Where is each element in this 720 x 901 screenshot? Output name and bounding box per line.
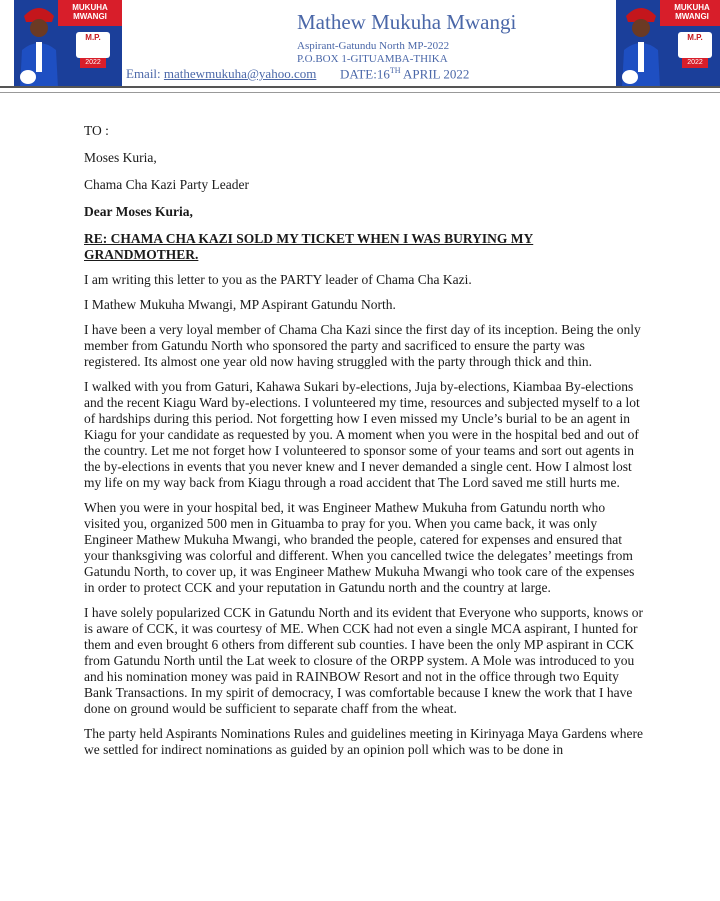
poster-year: 2022: [80, 58, 106, 68]
date-rest: APRIL 2022: [400, 66, 470, 82]
paragraph: When you were in your hospital bed, it was Engineer Mathew Mukuha from Gatundu north who visited you, organized 500 men in Gituamba to pray for you. When you came back, it was only Engineer Mathew Mukuha Mwangi, who branded the people, catered for expenses and ensured that your thanksgiving was colorful and different. When you cancelled twice the delegates’ meetings from Gatundu North, to cover up, it was Engineer Mathew Mukuha Mwangi who took care of the expenses in order to protect CCK and your reputation in Gatundu north and the country at large.: [84, 500, 635, 595]
letterhead-email: [126, 66, 316, 82]
letterhead-name: Mathew Mukuha Mwangi: [297, 10, 517, 34]
subject-line: RE: CHAMA CHA KAZI SOLD MY TICKET WHEN I WAS BURYING MY GRANDMOTHER.: [84, 231, 534, 262]
paragraph: I have solely popularized CCK in Gatundu North and its evident that Everyone who supports, knows or is aware of CCK, it was courtesy of ME. When CCK had not even a single MCA aspirant, I hunted for them and even brought 6 others from different sub counties. I have been the only MP aspirant in CCK from Gatundu North until the Lat week to closure of the ORPP system. A Mole was introduced to you and his nomination money was paid in RAINBOW Resort and not in the office through two Equity Bank Transactions. In my spirit of democracy, I was comfortable because I knew the work that I have done on ground would be sufficient to separate chaff from the wheat.: [84, 605, 644, 716]
recipient-title: Chama Cha Kazi Party Leader: [84, 177, 249, 192]
poster-banner: MUKUHA MWANGI: [660, 0, 720, 26]
letterhead-position: Aspirant-Gatundu North MP-2022: [297, 40, 450, 52]
email-link[interactable]: mathewmukuha@yahoo.com: [163, 66, 317, 81]
letterhead-address: P.O.BOX 1-GITUAMBA-THIKA: [297, 53, 448, 65]
campaign-poster-right: [616, 0, 720, 88]
letter-body: [84, 123, 644, 767]
email-label: Email:: [126, 66, 164, 81]
paragraph: I Mathew Mukuha Mwangi, MP Aspirant Gatundu North.: [84, 297, 396, 312]
header-divider: [0, 86, 720, 88]
party-logo: M.P.: [678, 32, 712, 58]
party-seal-icon: [20, 70, 36, 84]
to-label: TO :: [84, 123, 109, 138]
party-seal-icon: [622, 70, 638, 84]
paragraph: I have been a very loyal member of Chama Cha Kazi since the first day of its inception. Being the only member from Gatundu North who sponsored the party and sacrificed to ensure the party was registered. Its almost one year old now having struggled with the party through thick and thin.: [84, 322, 641, 369]
poster-year: 2022: [682, 58, 708, 68]
poster-banner: MUKUHA MWANGI: [58, 0, 122, 26]
letterhead-date: [340, 66, 469, 82]
paragraph: The party held Aspirants Nominations Rules and guidelines meeting in Kirinyaga Maya Gardens where we settled for indirect nominations as guided by an opinion poll which was to be done in: [84, 726, 643, 757]
party-logo: M.P.: [76, 32, 110, 58]
date-label: DATE:16: [340, 66, 390, 82]
paragraph: I am writing this letter to you as the PARTY leader of Chama Cha Kazi.: [84, 272, 472, 287]
campaign-poster-left: [14, 0, 122, 88]
date-suffix: TH: [389, 66, 401, 75]
recipient-name: Moses Kuria,: [84, 150, 157, 165]
salutation: Dear Moses Kuria,: [84, 204, 193, 219]
paragraph: I walked with you from Gaturi, Kahawa Sukari by-elections, Juja by-elections, Kiambaa By-elections and the recent Kiagu Ward by-elections. I volunteered my time, resources and subjected myself to a lot of hardships during this period. Not forgetting how I even missed my Uncle’s burial to be an agent in Kiagu for your candidate as requested by you. A moment when you were in the hospital bed and out of the country. Let me not forget how I volunteered to sponsor some of your teams and sort out agents in the by-elections in events that you never knew and I never demanded a single cent. How I almost lost my life on my way back from Kiagu through a road accident that The Lord saved me still hurts me.: [84, 379, 640, 490]
header-divider-thin: [0, 92, 720, 93]
